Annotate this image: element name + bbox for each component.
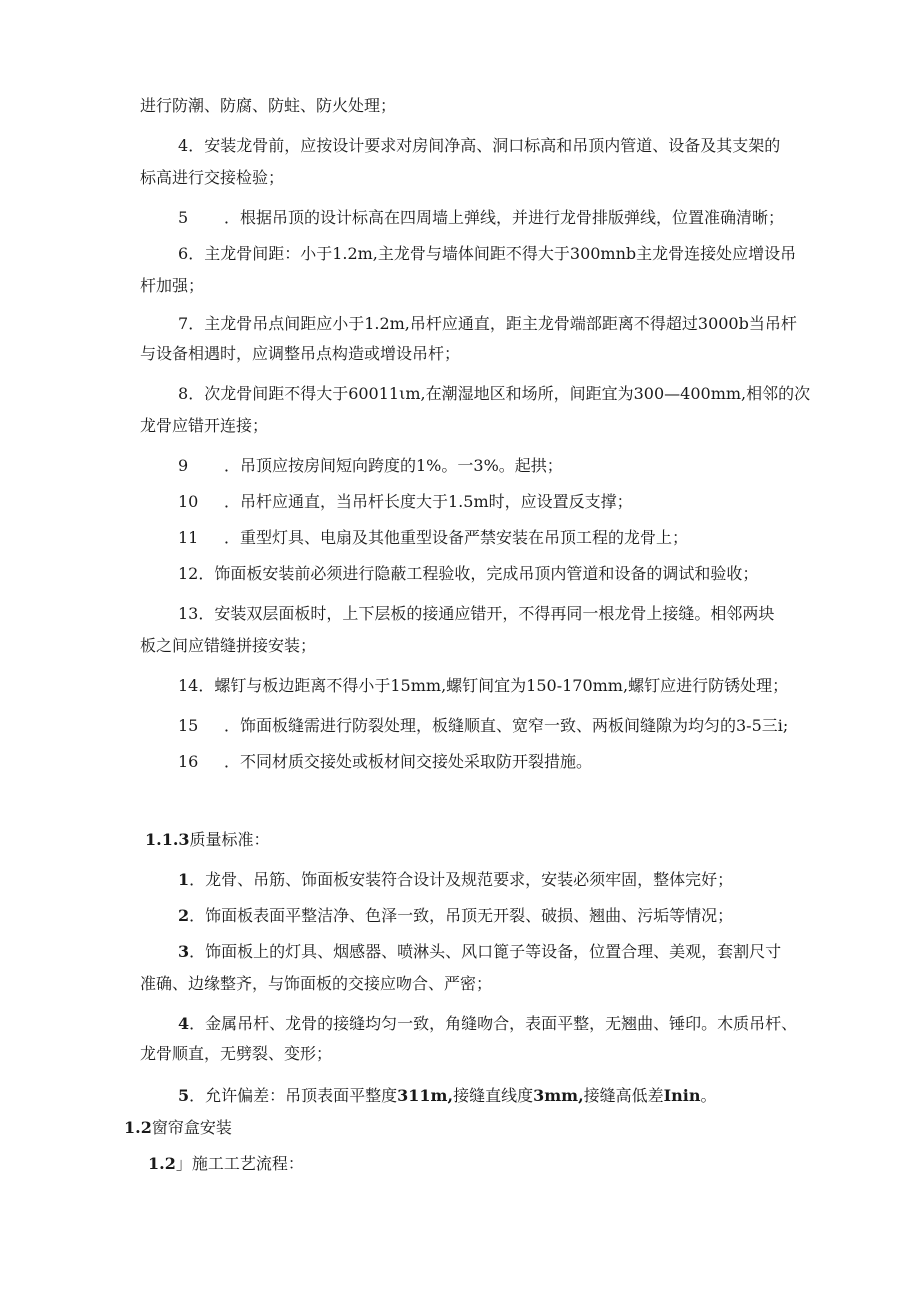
item-number: 11 bbox=[178, 528, 199, 547]
item-text: 接缝高低差 bbox=[583, 1086, 664, 1105]
item-number: 6 bbox=[178, 244, 189, 263]
item-text: ．饰面板安装前必须进行隐蔽工程验收，完成吊顶内管道和设备的调试和验收； bbox=[198, 564, 759, 583]
item-text: ．龙骨、吊筋、饰面板安装符合设计及规范要求，安装必须牢固，整体完好； bbox=[189, 870, 734, 889]
item-text: 准确、边缘整齐，与饰面板的交接应吻合、严密； bbox=[140, 974, 493, 993]
item-text: ．主龙骨间距：小于1.2m,主龙骨与墙体间距不得大于300mnb主龙骨连接处应增设吊 bbox=[188, 244, 797, 263]
item-number: 16 bbox=[178, 752, 199, 771]
item-text: ．次龙骨间距不得大于60011ιm,在潮湿地区和场所，间距宜为300—400mm,相邻的次 bbox=[188, 384, 811, 403]
list-item-6-cont bbox=[140, 276, 204, 296]
item-number: 3 bbox=[178, 942, 190, 961]
text: 进行防潮、防腐、防蛀、防火处理； bbox=[140, 96, 397, 115]
item-text: ．允许偏差：吊顶表面平整度 bbox=[189, 1086, 398, 1105]
item-text: ．不同材质交接处或板材间交接处采取防开裂措施。 bbox=[224, 752, 593, 771]
item-text: ．安装龙骨前，应按设计要求对房间净高、洞口标高和吊顶内管道、设备及其支架的 bbox=[188, 136, 781, 155]
list-item-4 bbox=[178, 136, 780, 156]
tolerance-value: 3mm, bbox=[533, 1086, 584, 1105]
heading-number: 1.2 bbox=[124, 1118, 152, 1137]
item-text: ．金属吊杆、龙骨的接缝均匀一致，角缝吻合，表面平整，无翘曲、锤印。木质吊杆、 bbox=[189, 1014, 798, 1033]
item-text: ．饰面板上的灯具、烟感器、喷淋头、风口篦子等设备，位置合理、美观，套割尺寸 bbox=[189, 942, 782, 961]
item-text: ．吊顶应按房间短向跨度的1%。一3%。起拱； bbox=[224, 456, 563, 475]
section-heading-1-2-1 bbox=[148, 1154, 304, 1174]
heading-number: 1.1.3 bbox=[145, 830, 190, 849]
item-text: ．饰面板表面平整洁净、色泽一致，吊顶无开裂、破损、翘曲、污垢等情况； bbox=[189, 906, 734, 925]
quality-item-4-cont bbox=[140, 1044, 332, 1064]
item-number: 9 bbox=[178, 456, 189, 475]
item-number: 15 bbox=[178, 716, 199, 735]
heading-text: 窗帘盒安装 bbox=[151, 1118, 232, 1137]
list-item-10 bbox=[178, 492, 633, 512]
heading-text: 」施工工艺流程： bbox=[175, 1154, 304, 1173]
item-text: ．饰面板缝需进行防裂处理，板缝顺直、宽窄一致、两板间缝隙为均匀的3-5三i; bbox=[224, 716, 789, 735]
quality-item-4 bbox=[178, 1014, 797, 1034]
item-number: 7 bbox=[178, 314, 189, 333]
list-item-11 bbox=[178, 528, 688, 548]
item-text: ．螺钉与板边距离不得小于15mm,螺钉间宜为150-170mm,螺钉应进行防锈处理； bbox=[198, 676, 789, 695]
item-number: 13 bbox=[178, 604, 199, 623]
section-heading-1-1-3 bbox=[145, 830, 270, 850]
list-item-8 bbox=[178, 384, 810, 404]
item-number: 8 bbox=[178, 384, 189, 403]
list-item-14 bbox=[178, 676, 788, 696]
item-number: 1 bbox=[178, 870, 190, 889]
item-number: 5 bbox=[178, 1086, 190, 1105]
list-item-7 bbox=[178, 314, 797, 334]
item-text: 板之间应错缝拼接安装； bbox=[140, 636, 317, 655]
item-text: 与设备相遇时，应调整吊点构造或增设吊杆； bbox=[140, 344, 461, 363]
list-item-6 bbox=[178, 244, 796, 264]
item-text: 接缝直线度 bbox=[453, 1086, 534, 1105]
item-text: ．重型灯具、电扇及其他重型设备严禁安装在吊顶工程的龙骨上； bbox=[224, 528, 689, 547]
list-item-7-cont bbox=[140, 344, 460, 364]
list-item-4-cont bbox=[140, 168, 284, 188]
tolerance-value: Inin bbox=[663, 1086, 701, 1105]
item-text: 。 bbox=[700, 1086, 717, 1105]
list-item-12 bbox=[178, 564, 758, 584]
section-heading-1-2 bbox=[124, 1118, 232, 1138]
list-item-8-cont bbox=[140, 416, 268, 436]
quality-item-3 bbox=[178, 942, 781, 962]
item-text: 标高进行交接检验； bbox=[140, 168, 285, 187]
item-number: 10 bbox=[178, 492, 199, 511]
item-text: ．根据吊顶的设计标高在四周墙上弹线，并进行龙骨排版弹线，位置准确清晰； bbox=[224, 208, 785, 227]
quality-item-3-cont bbox=[140, 974, 492, 994]
item-text: ．吊杆应通直，当吊杆长度大于1.5m时，应设置反支撑； bbox=[224, 492, 633, 511]
item-text: 龙骨顺直，无劈裂、变形； bbox=[140, 1044, 333, 1063]
list-item-13 bbox=[178, 604, 774, 624]
item-number: 2 bbox=[178, 906, 190, 925]
tolerance-value: 311m, bbox=[397, 1086, 454, 1105]
item-text: 杆加强； bbox=[140, 276, 205, 295]
quality-item-1 bbox=[178, 870, 733, 890]
item-number: 14 bbox=[178, 676, 199, 695]
quality-item-2 bbox=[178, 906, 733, 926]
item-number: 5 bbox=[178, 208, 189, 227]
item-number: 4 bbox=[178, 136, 189, 155]
item-text: ．主龙骨吊点间距应小于1.2m,吊杆应通直，距主龙骨端部距离不得超过3000b当吊杆 bbox=[188, 314, 797, 333]
list-item-9 bbox=[178, 456, 563, 476]
item-text: 龙骨应错开连接； bbox=[140, 416, 269, 435]
item-number: 4 bbox=[178, 1014, 190, 1033]
paragraph-line bbox=[140, 96, 396, 116]
list-item-16 bbox=[178, 752, 592, 772]
item-number: 12 bbox=[178, 564, 199, 583]
item-text: ．安装双层面板时，上下层板的接通应错开，不得再同一根龙骨上接缝。相邻两块 bbox=[198, 604, 775, 623]
list-item-5 bbox=[178, 208, 784, 228]
list-item-15 bbox=[178, 716, 788, 736]
quality-item-5 bbox=[178, 1086, 717, 1106]
heading-number: 1.2 bbox=[148, 1154, 176, 1173]
heading-text: 质量标准： bbox=[189, 830, 270, 849]
list-item-13-cont bbox=[140, 636, 316, 656]
